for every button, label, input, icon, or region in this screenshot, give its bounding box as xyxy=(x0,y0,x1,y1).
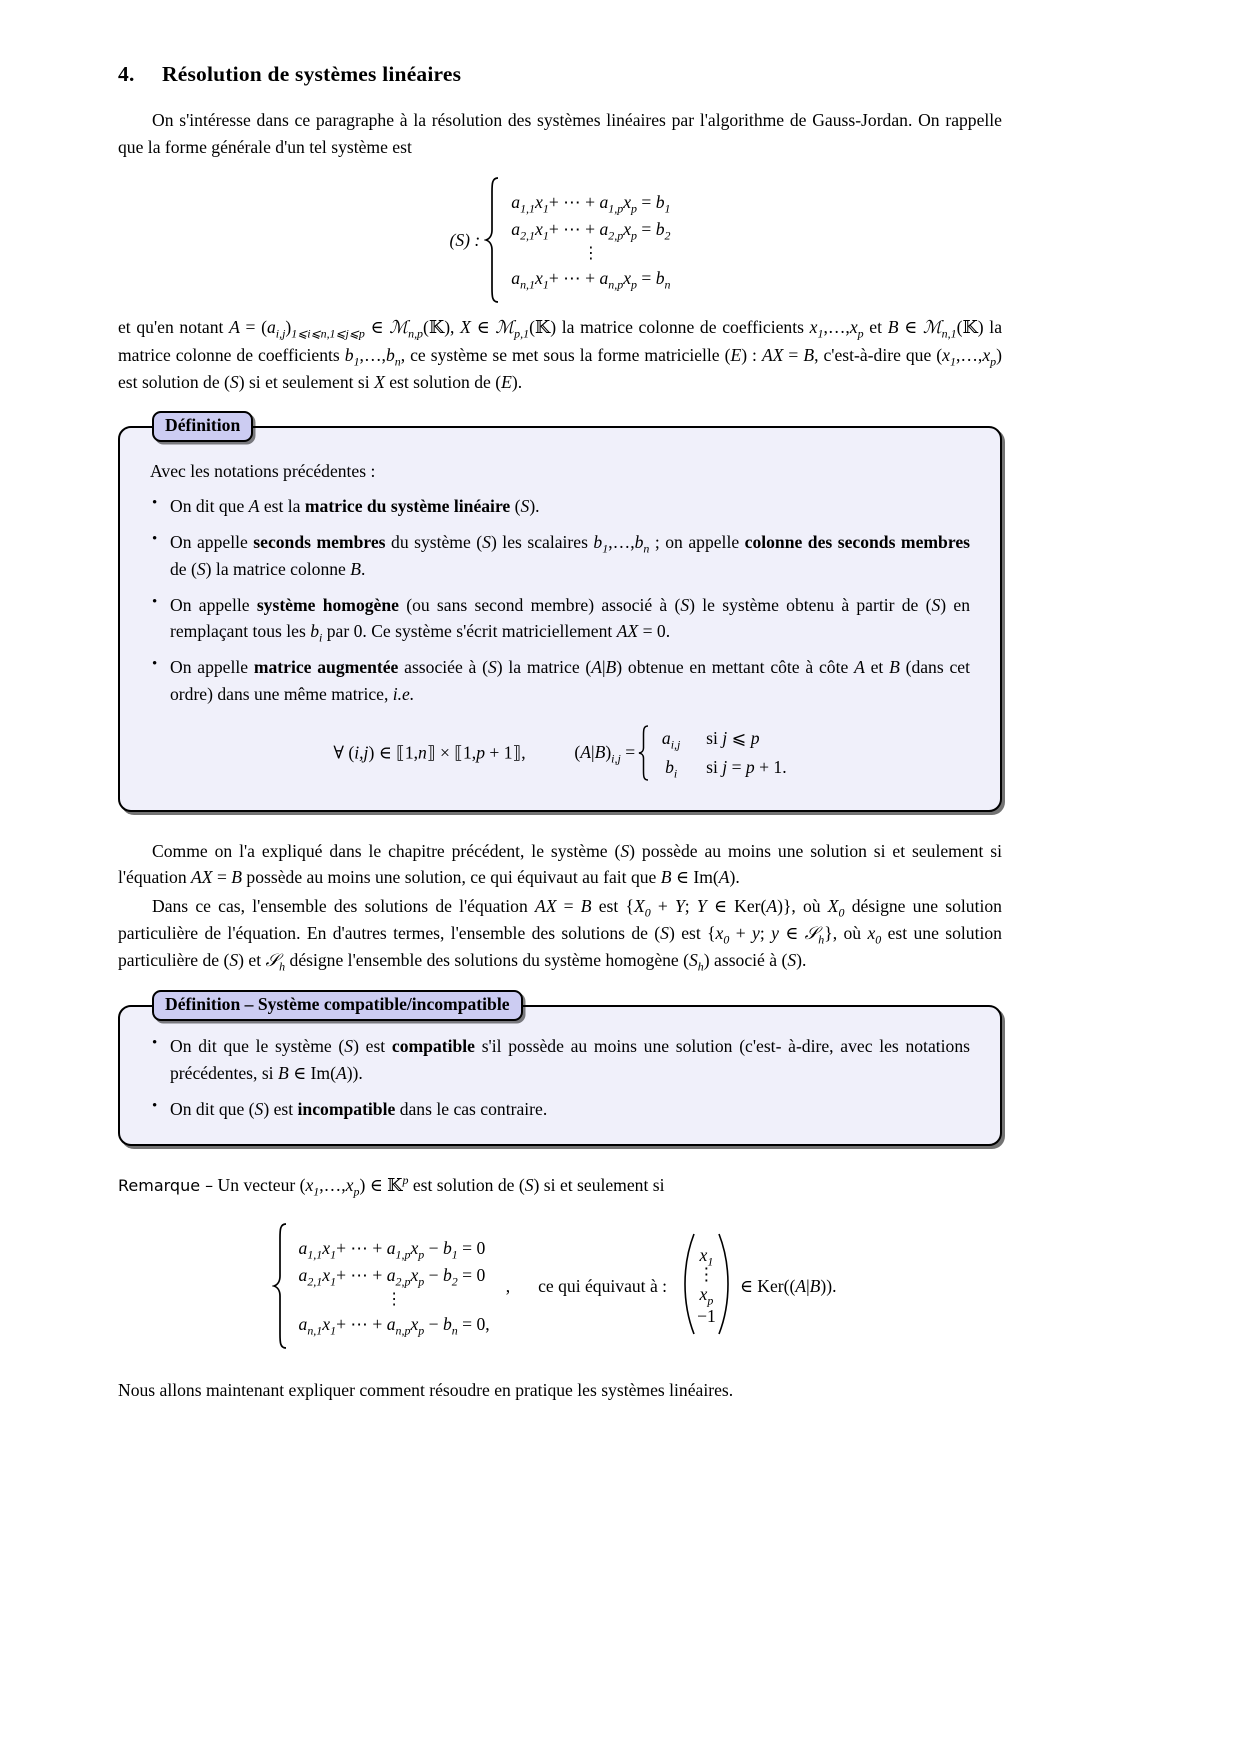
system-row: $a_{2,1}x_1+$ ⋯ + $a_{2,p}x_p = b_2$ xyxy=(511,218,671,243)
left-brace-icon xyxy=(272,1222,289,1350)
augmented-matrix-formula xyxy=(150,724,970,782)
definition-tag: Définition xyxy=(152,411,253,442)
system-label: (S) : xyxy=(449,229,481,250)
definition-item: • On dit que A est la matrice du système linéaire (S). xyxy=(150,493,970,520)
page-title xyxy=(118,62,1002,87)
definition-box xyxy=(118,994,1002,1146)
remark-label: Remarque – xyxy=(118,1176,214,1196)
vector-right-paren-icon xyxy=(717,1232,730,1341)
intro-paragraph: On s'intéresse dans ce paragraphe à la résolution des systèmes linéaires par l'algorithme de Gauss-Jordan. On rappelle que la forme générale d'un tel système est xyxy=(118,110,1002,157)
vector-entry: ⋮ xyxy=(697,1264,716,1285)
middle-paragraph-2: Dans ce cas, l'ensemble des solutions de l'équation AX = B est {$X_0 + Y$; Y ∈ Ker(A)}, où $X_0$ désigne une solution particulière de l'équation. En d'autres termes, l'ensemble des solutions de (S) est {$x_0 + y$; y ∈ 𝒮$_h$}, où $x_0$ est une solution particulière de (S) et 𝒮$_h$ désigne l'ensemble des solutions du système homogène $(S_h)$ associé à (S). xyxy=(118,896,1002,974)
final-connector: ce qui équivaut à : xyxy=(538,1275,668,1296)
definition-lead: Avec les notations précédentes : xyxy=(150,460,376,481)
final-comma: , xyxy=(505,1275,511,1296)
case-row: $b_i$ si j = p + 1. xyxy=(665,756,787,781)
cases-brace-icon xyxy=(637,724,650,782)
document-page xyxy=(118,62,1002,1404)
vertical-dots: ⋮ xyxy=(386,1290,403,1308)
definition-item: • On appelle seconds membres du système (S) les scalaires $b_1,\dots,b_n$ ; on appelle colonne des seconds membres de (S) la matrice colonne B. xyxy=(150,529,970,582)
definition-item: • On dit que (S) est incompatible dans le cas contraire. xyxy=(150,1096,970,1123)
definition-item: • On dit que le système (S) est compatible s'il possède au moins une solution (c'est- à-dire, avec les notations précédentes, si B ∈ Im(A)). xyxy=(150,1033,970,1086)
vector-entry: $x_1$ xyxy=(699,1244,714,1269)
definition-tag: Définition – Système compatible/incompatible xyxy=(152,990,523,1021)
formula-quantifier: ∀ (i,j) ∈ ⟦1,n⟧ × ⟦1,p + 1⟧, xyxy=(333,742,531,763)
vector-left-paren-icon xyxy=(683,1232,696,1341)
system-row: $a_{1,1}x_1+$ ⋯ + $a_{1,p}x_p = b_1$ xyxy=(511,191,671,216)
definition-item: • On appelle système homogène (ou sans second membre) associé à (S) le système obtenu à partir de (S) en remplaçant tous les $b_i$ par 0. Ce système s'écrit matriciellement AX = 0. xyxy=(150,592,970,645)
section-number: 4. xyxy=(118,62,135,86)
vector-entry: $x_p$ xyxy=(699,1283,714,1308)
definition-box xyxy=(118,414,1002,812)
vector-entries xyxy=(696,1245,717,1328)
system-rows xyxy=(505,191,671,292)
system-row: $a_{1,1}x_1+$ ⋯ + $a_{1,p}x_p - b_1 = 0$ xyxy=(298,1237,486,1262)
system-row: $a_{n,1}x_1+$ ⋯ + $a_{n,p}x_p = b_n$ xyxy=(511,267,671,292)
after-system-paragraph: et qu'en notant $A = (a_{i,j})_{1⩽i⩽n,1⩽j⩽p}$ ∈ ℳ$_{n,p}$(𝕂), X ∈ ℳ$_{p,1}$(𝕂) la matrice colonne de coefficients $x_1,\dots,x_p$ et B ∈ ℳ$_{n,1}$(𝕂) la matrice colonne de coefficients $b_1,\dots,b_n$, ce système se met sous la forme matricielle (E) : AX = B, c'est-à-dire que $(x_1,\dots,x_p)$ est solution de (S) si et seulement si X est solution de (E). xyxy=(118,317,1002,392)
system-row: $a_{2,1}x_1+$ ⋯ + $a_{2,p}x_p - b_2 = 0$ xyxy=(298,1264,486,1289)
final-tail: ∈ Ker((A|B)). xyxy=(739,1275,837,1296)
remark-line: Remarque – Un vecteur $(x_1,\dots,x_p)$ ∈ 𝕂$^p$ est solution de (S) si et seulement si xyxy=(118,1173,665,1199)
system-row: $a_{n,1}x_1+$ ⋯ + $a_{n,p}x_p - b_n = 0$, xyxy=(298,1313,490,1338)
final-display xyxy=(118,1222,1002,1355)
left-brace-icon xyxy=(484,176,501,304)
definition-item: • On appelle matrice augmentée associée à (S) la matrice (A|B) obtenue en mettant côte à côte A et B (dans cet ordre) dans une même matrice, i.e. xyxy=(150,654,970,707)
system-display xyxy=(118,176,1002,304)
case-row: $a_{i,j}$ si j ⩽ p xyxy=(661,727,760,752)
vertical-dots: ⋮ xyxy=(582,244,599,262)
vector-entry: −1 xyxy=(697,1306,716,1327)
middle-paragraph-1: Comme on l'a expliqué dans le chapitre précédent, le système (S) possède au moins une solution si et seulement si l'équation AX = B possède au moins une solution, ce qui équivaut au fait que B ∈ Im(A). xyxy=(118,840,1002,888)
cases-expression: $(A|B)_{i,j}$ = $a_{i,j}$ si j ⩽ p $b_i$ si j = p + 1. xyxy=(574,724,786,782)
section-title: Résolution de systèmes linéaires xyxy=(162,62,462,86)
column-vector xyxy=(683,1232,730,1341)
closing-paragraph: Nous allons maintenant expliquer comment résoudre en pratique les systèmes linéaires. xyxy=(118,1380,734,1401)
final-system-rows xyxy=(293,1237,490,1338)
